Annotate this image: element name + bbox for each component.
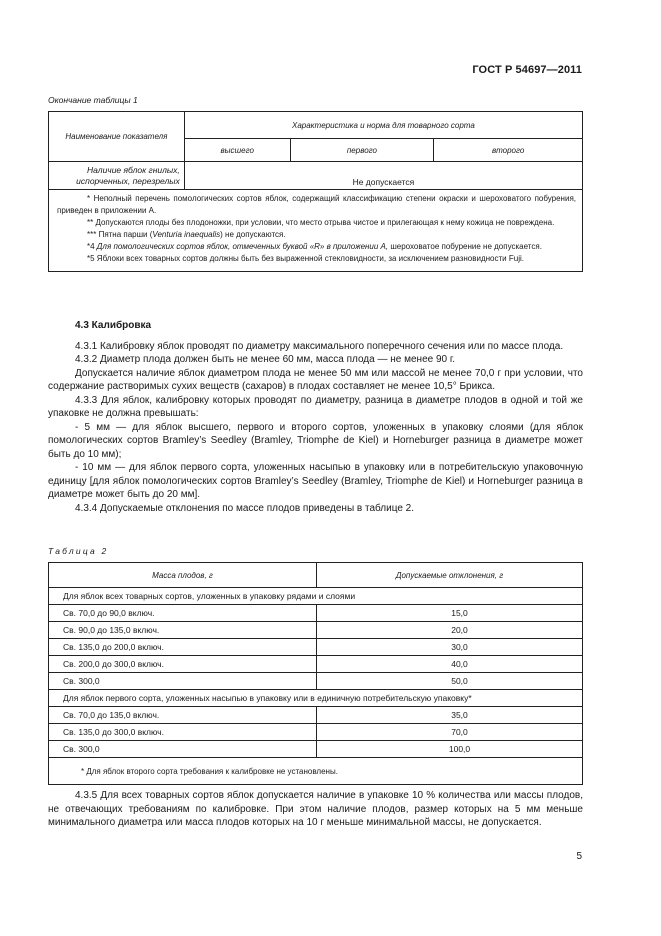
table-row: [49, 707, 583, 724]
note-3-pre: *** Пятна парши (: [87, 230, 153, 239]
mass-range: Св. 70,0 до 135,0 включ.: [49, 707, 317, 724]
note-4: [57, 241, 576, 253]
paragraph-4-3-2: 4.3.2 Диаметр плода должен быть не менее 60 мм, масса плода — не менее 90 г.: [75, 354, 456, 365]
note-5: *5 Яблоки всех товарных сортов должны быть без выраженной стекловидности, за исключением разновидности Fuji.: [87, 254, 524, 263]
col-group-header: Характеристика и норма для товарного сорта: [184, 112, 582, 139]
table1-notes: [49, 190, 583, 272]
table2-caption: Таблица 2: [48, 546, 109, 556]
mass-range: Св. 90,0 до 135,0 включ.: [49, 622, 317, 639]
table-row: [49, 724, 583, 741]
mass-range: Св. 200,0 до 300,0 включ.: [49, 656, 317, 673]
table1: [48, 111, 583, 272]
note-2: ** Допускаются плоды без плодоножки, при условии, что место отрыва чистое и прилегающая к нему кожица не повреждена.: [87, 218, 555, 227]
section-4-3-5: [48, 789, 583, 830]
deviation-value: 50,0: [317, 673, 583, 690]
paragraph-4-3-1: 4.3.1 Калибровку яблок проводят по диаметру максимального поперечного сечения или по массе плода.: [75, 340, 564, 352]
deviation-value: 20,0: [317, 622, 583, 639]
page-number: 5: [576, 851, 582, 862]
section-4-3: [48, 319, 583, 515]
mass-range: Св. 135,0 до 200,0 включ.: [49, 639, 317, 656]
deviation-value: 35,0: [317, 707, 583, 724]
row-name-line1: Наличие яблок гнилых,: [87, 165, 180, 175]
deviation-value: 40,0: [317, 656, 583, 673]
note-4-italic: Для помологических сортов яблок, отмеченных буквой «R» в приложении А,: [96, 242, 389, 251]
col-mass-header: Масса плодов, г: [49, 563, 317, 588]
grade-header-first: первого: [290, 139, 434, 162]
table-row: [49, 639, 583, 656]
grade-header-second: второго: [434, 139, 583, 162]
document-code: ГОСТ Р 54697—2011: [472, 64, 582, 76]
section-title: 4.3 Калибровка: [75, 320, 152, 331]
table-row: [49, 622, 583, 639]
note-3: [57, 229, 576, 241]
note-4-mark: *4: [87, 242, 97, 251]
table-row-name: [49, 162, 185, 190]
mass-range: Св. 70,0 до 90,0 включ.: [49, 605, 317, 622]
table-row: [49, 656, 583, 673]
col-deviation-header: Допускаемые отклонения, г: [317, 563, 583, 588]
group-2-label: Для яблок первого сорта, уложенных насыпью в упаковку или в единичную потребительскую упаковку*: [49, 690, 583, 707]
grade-header-top: высшего: [184, 139, 290, 162]
row-name-line2: испорченных, перезрелых: [76, 176, 180, 186]
paragraph-4-3-4: 4.3.4 Допускаемые отклонения по массе плодов приведены в таблице 2.: [75, 502, 415, 514]
deviation-value: 15,0: [317, 605, 583, 622]
note-1: * Неполный перечень помологических сортов яблок, содержащий классификацию степени окраски и шероховатого побурения, приведен в приложении А.: [57, 194, 576, 215]
table2: [48, 562, 583, 785]
mass-range: Св. 300,0: [49, 673, 317, 690]
col-indicator-header: Наименование показателя: [49, 112, 185, 162]
table2-footnote: * Для яблок второго сорта требования к калибровке не установлены.: [49, 758, 583, 785]
paragraph-4-3-2b: Допускается наличие яблок диаметром плода не менее 50 мм или массой не менее 70,0 г при условии, что содержание растворимых сухих веществ (сахаров) в плодах составляет не менее 10,5° Брикса.: [48, 367, 583, 392]
mass-range: Св. 135,0 до 300,0 включ.: [49, 724, 317, 741]
paragraph-4-3-3b: - 10 мм — для яблок первого сорта, уложенных насыпью в упаковку или в потребительскую упаковочную единицу [для яблок помологических сортов Bramley’s Seedley (Bramley, Triomphe de Kiel) и Horneburger разница в диаметре может быть до 20 мм].: [48, 462, 583, 500]
table-row: [49, 741, 583, 758]
table-row-value: Не допускается: [184, 162, 582, 190]
table-row: [49, 605, 583, 622]
mass-range: Св. 300,0: [49, 741, 317, 758]
note-4-post: шероховатое побурение не допускается.: [388, 242, 542, 251]
note-3-post: ) не допускаются.: [220, 230, 286, 239]
table-row: [49, 673, 583, 690]
deviation-value: 100,0: [317, 741, 583, 758]
deviation-value: 70,0: [317, 724, 583, 741]
table1-caption: Окончание таблицы 1: [48, 95, 138, 105]
paragraph-4-3-3a: - 5 мм — для яблок высшего, первого и второго сортов, уложенных в упаковку слоями (для яблок помологических сортов Bramley’s Seedley (Bramley, Triomphe de Kiel) и Horneburger разница в диаметре может быть до 10 мм);: [48, 421, 583, 460]
deviation-value: 30,0: [317, 639, 583, 656]
group-1-label: Для яблок всех товарных сортов, уложенных в упаковку рядами и слоями: [49, 588, 583, 605]
note-3-italic: Venturia inaequalis: [152, 230, 221, 239]
paragraph-4-3-3: 4.3.3 Для яблок, калибровку которых проводят по диаметру, разница в диаметре плодов в одной и той же упаковке не должна превышать:: [48, 394, 583, 419]
paragraph-4-3-5: 4.3.5 Для всех товарных сортов яблок допускается наличие в упаковке 10 % количества или массы плодов, не отвечающих требованиям по калибровке. При этом наличие плодов, размер которых на 5 мм меньше минимального диаметра или масса плодов которых на 10 г меньше минимальной массы, не допускается.: [48, 790, 583, 828]
